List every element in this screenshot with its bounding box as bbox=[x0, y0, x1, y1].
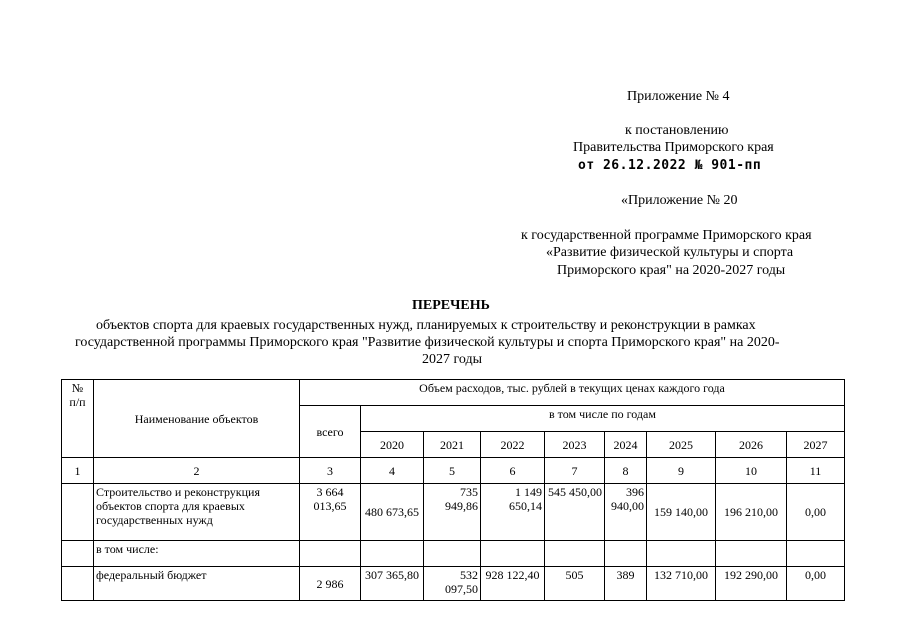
header-year: 2025 bbox=[647, 432, 716, 458]
program-line-3: Приморского края" на 2020-2027 годы bbox=[557, 263, 786, 278]
row-value bbox=[647, 541, 716, 567]
table-row bbox=[62, 567, 845, 601]
row-value: 196 210,00 bbox=[716, 484, 787, 541]
header-year: 2020 bbox=[361, 432, 424, 458]
row-total: 3 664 013,65 bbox=[300, 484, 361, 541]
row-value: 192 290,00 bbox=[716, 567, 787, 601]
row-value: 307 365,80 bbox=[361, 567, 424, 601]
header-pp: п/п bbox=[69, 395, 86, 409]
row-value: 159 140,00 bbox=[647, 484, 716, 541]
government-label: Правительства Приморского края bbox=[573, 140, 774, 155]
row-value: 0,00 bbox=[787, 567, 845, 601]
row-value: 1 149 650,14 bbox=[481, 484, 545, 541]
header-by-years: в том числе по годам bbox=[361, 406, 845, 432]
column-number: 3 bbox=[300, 458, 361, 484]
row-total: 2 986 bbox=[300, 567, 361, 601]
row-value: 389 bbox=[605, 567, 647, 601]
header-total: всего bbox=[300, 406, 361, 458]
row-value: 505 bbox=[545, 567, 605, 601]
header-year: 2027 bbox=[787, 432, 845, 458]
row-value bbox=[424, 541, 481, 567]
title-line-1: объектов спорта для краевых государственных нужд, планируемых к строительству и реконструкции в рамках bbox=[96, 318, 756, 333]
row-total bbox=[300, 541, 361, 567]
row-name: федеральный бюджет bbox=[94, 567, 300, 601]
row-value: 132 710,00 bbox=[647, 567, 716, 601]
column-number: 1 bbox=[62, 458, 94, 484]
row-value: 735 949,86 bbox=[424, 484, 481, 541]
column-number: 6 bbox=[481, 458, 545, 484]
decree-date-stamp: от 26.12.2022 № 901-пп bbox=[578, 158, 762, 173]
header-volume: Объем расходов, тыс. рублей в текущих ценах каждого года bbox=[300, 380, 845, 406]
row-value bbox=[605, 541, 647, 567]
column-number: 11 bbox=[787, 458, 845, 484]
column-number: 5 bbox=[424, 458, 481, 484]
column-number: 2 bbox=[94, 458, 300, 484]
column-number: 9 bbox=[647, 458, 716, 484]
row-value bbox=[361, 541, 424, 567]
appendix-label: Приложение № 4 bbox=[627, 89, 730, 104]
decree-label: к постановлению bbox=[625, 123, 729, 138]
row-num bbox=[62, 484, 94, 541]
row-name: в том числе: bbox=[94, 541, 300, 567]
table-header-row bbox=[62, 380, 845, 406]
header-year: 2022 bbox=[481, 432, 545, 458]
row-value: 480 673,65 bbox=[361, 484, 424, 541]
header-num: № bbox=[71, 381, 84, 395]
column-number: 8 bbox=[605, 458, 647, 484]
row-value bbox=[787, 541, 845, 567]
title-line-2: государственной программы Приморского края "Развитие физической культуры и спорта Приморского края" на 2020- bbox=[75, 335, 780, 350]
column-number: 4 bbox=[361, 458, 424, 484]
title-line-3: 2027 годы bbox=[422, 352, 483, 367]
row-value: 396 940,00 bbox=[605, 484, 647, 541]
row-value bbox=[481, 541, 545, 567]
row-value: 532 097,50 bbox=[424, 567, 481, 601]
header-num-cell bbox=[62, 380, 94, 458]
appendix20-label: «Приложение № 20 bbox=[621, 193, 738, 208]
document-title: ПЕРЕЧЕНЬ bbox=[412, 298, 490, 313]
row-name: Строительство и реконструкция объектов спорта для краевых государственных нужд bbox=[94, 484, 300, 541]
row-value bbox=[545, 541, 605, 567]
header-year: 2024 bbox=[605, 432, 647, 458]
expenses-table bbox=[61, 379, 845, 601]
row-value: 545 450,00 bbox=[545, 484, 605, 541]
row-num bbox=[62, 567, 94, 601]
row-value bbox=[716, 541, 787, 567]
program-line-1: к государственной программе Приморского края bbox=[521, 228, 812, 243]
header-year: 2021 bbox=[424, 432, 481, 458]
column-number-row bbox=[62, 458, 845, 484]
row-num bbox=[62, 541, 94, 567]
row-value: 0,00 bbox=[787, 484, 845, 541]
column-number: 7 bbox=[545, 458, 605, 484]
header-year: 2023 bbox=[545, 432, 605, 458]
table-row bbox=[62, 484, 845, 541]
table-row bbox=[62, 541, 845, 567]
column-number: 10 bbox=[716, 458, 787, 484]
row-value: 928 122,40 bbox=[481, 567, 545, 601]
header-year: 2026 bbox=[716, 432, 787, 458]
header-name: Наименование объектов bbox=[94, 380, 300, 458]
program-line-2: «Развитие физической культуры и спорта bbox=[546, 245, 794, 260]
